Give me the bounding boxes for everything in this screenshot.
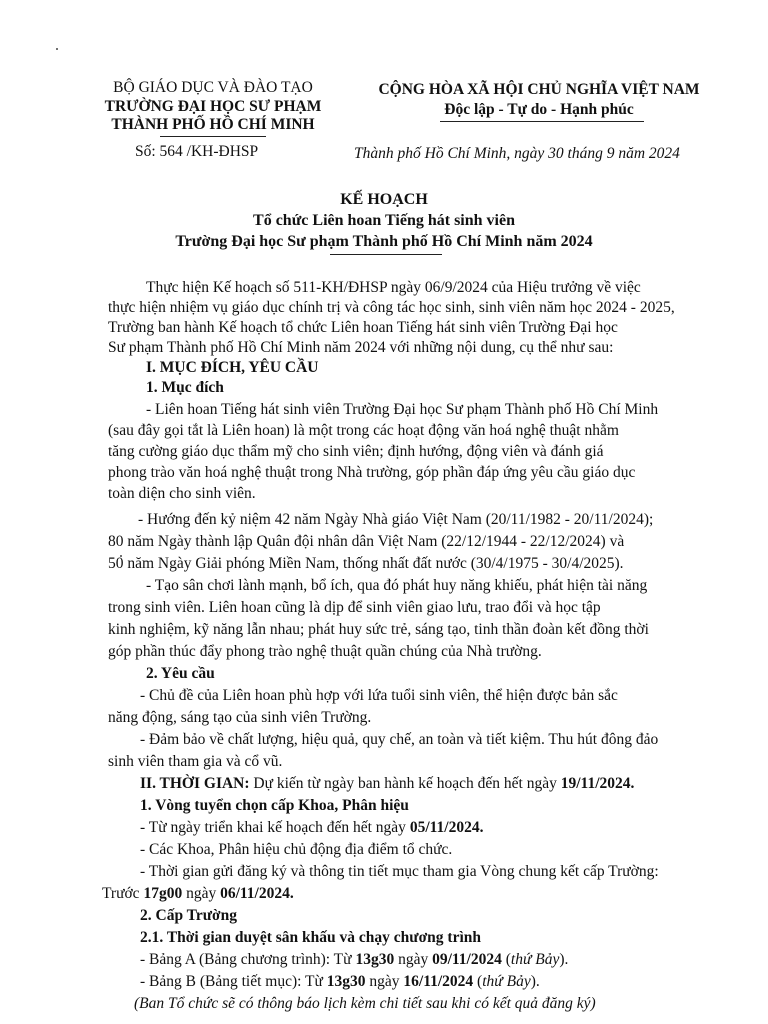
header-underline-right: [440, 121, 644, 122]
purpose-line: (sau đây gọi tắt là Liên hoan) là một trong các hoạt động văn hoá nghệ thuật nhằm: [108, 422, 619, 439]
faculty-round-deadline: [102, 884, 294, 904]
place-and-date: Thành phố Hồ Chí Minh, ngày 30 tháng 9 năm 2024: [354, 145, 680, 162]
deadline-date: 06/11/2024.: [220, 885, 294, 902]
board-a-text: - Bảng A (Bảng chương trình): Từ: [140, 951, 356, 968]
document-subtitle-line2: Trường Đại học Sư phạm Thành phố Hồ Chí Minh năm 2024: [175, 233, 593, 250]
ministry-name: BỘ GIÁO DỤC VÀ ĐÀO TẠO: [113, 79, 313, 96]
section-heading-purpose-requirements: I. MỤC ĐÍCH, YÊU CẦU: [146, 359, 319, 376]
faculty-round-line: - Các Khoa, Phân hiệu chủ động địa điểm tổ chức.: [140, 841, 453, 858]
country-name: CỘNG HÒA XÃ HỘI CHỦ NGHĨA VIỆT NAM: [378, 81, 700, 98]
deadline-time: 17g00: [143, 885, 183, 902]
board-a-paren-open: (: [501, 951, 511, 968]
board-b-paren-close: ).: [530, 973, 540, 990]
board-a-paren-close: ).: [559, 951, 569, 968]
purpose-line: 80 năm Ngày thành lập Quân đội nhân dân Việt Nam (22/12/1944 - 22/12/2024) và: [108, 533, 625, 550]
timeline-heading-text: Dự kiến từ ngày ban hành kế hoạch đến hết ngày: [249, 775, 561, 792]
requirement-line: - Đảm bảo về chất lượng, hiệu quả, quy chế, an toàn và tiết kiệm. Thu hút đông đảo: [140, 731, 659, 748]
faculty-round-line: [140, 818, 483, 838]
board-a-connector: ngày: [394, 951, 433, 968]
document-subtitle-line1: Tổ chức Liên hoan Tiếng hát sinh viên: [253, 212, 515, 229]
deadline-connector: ngày: [182, 885, 221, 902]
purpose-line: - Tạo sân chơi lành mạnh, bổ ích, qua đó phát huy năng khiếu, phát hiện tài năng: [146, 577, 648, 594]
board-b-connector: ngày: [365, 973, 404, 990]
subheading-university-level: 2. Cấp Trường: [140, 907, 237, 924]
purpose-line: toàn diện cho sinh viên.: [108, 485, 256, 502]
section-heading-timeline: [140, 774, 634, 794]
schedule-note: (Ban Tổ chức sẽ có thông báo lịch kèm chi tiết sau khi có kết quả đăng ký): [134, 995, 596, 1012]
subheading-faculty-round: 1. Vòng tuyển chọn cấp Khoa, Phân hiệu: [140, 797, 409, 814]
board-b-weekday: thứ Bảy: [482, 973, 531, 990]
deadline-prefix: Trước: [102, 885, 144, 902]
purpose-line: tăng cường giáo dục thẩm mỹ cho sinh viên; định hướng, động viên và đánh giá: [108, 443, 604, 460]
rehearsal-board-a: [140, 950, 568, 970]
document-number: Số: 564 /KH-ĐHSP: [135, 143, 259, 160]
intro-line: Trường ban hành Kế hoạch tổ chức Liên hoan Tiếng hát sinh viên Trường Đại học: [108, 319, 618, 336]
title-underline: [330, 254, 442, 255]
faculty-round-line: - Thời gian gửi đăng ký và thông tin tiết mục tham gia Vòng chung kết cấp Trường:: [140, 863, 659, 880]
purpose-line: 50 năm Ngày Giải phóng Miền Nam, thống nhất đất nước (30/4/1975 - 30/4/2025).: [108, 555, 624, 572]
board-a-date: 09/11/2024: [432, 951, 502, 968]
national-motto: Độc lập - Tự do - Hạnh phúc: [444, 101, 634, 118]
board-a-weekday: thứ Bảy: [510, 951, 560, 968]
board-b-date: 16/11/2024: [403, 973, 474, 990]
timeline-end-date: 19/11/2024.: [560, 775, 635, 792]
university-name-line2: THÀNH PHỐ HỒ CHÍ MINH: [111, 116, 315, 133]
subheading-requirements: 2. Yêu cầu: [146, 665, 215, 682]
header-underline-left: [160, 136, 266, 137]
document-title: KẾ HOẠCH: [340, 191, 428, 208]
board-a-time: 13g30: [355, 951, 395, 968]
requirement-line: sinh viên tham gia và cổ vũ.: [108, 753, 283, 770]
faculty-round-text: - Từ ngày triển khai kế hoạch đến hết ngày: [140, 819, 410, 836]
purpose-line: - Liên hoan Tiếng hát sinh viên Trường Đại học Sư phạm Thành phố Hồ Chí Minh: [146, 401, 659, 418]
intro-line: Thực hiện Kế hoạch số 511-KH/ĐHSP ngày 06/9/2024 của Hiệu trưởng về việc: [146, 279, 641, 296]
purpose-line: góp phần thúc đẩy phong trào nghệ thuật quần chúng của Nhà trường.: [108, 643, 542, 660]
faculty-round-date: 05/11/2024.: [409, 819, 484, 836]
subheading-purpose: 1. Mục đích: [146, 379, 224, 396]
requirement-line: - Chủ đề của Liên hoan phù hợp với lứa tuổi sinh viên, thể hiện được bản sắc: [140, 687, 618, 704]
board-b-text: - Bảng B (Bảng tiết mục): Từ: [140, 973, 327, 990]
requirement-line: năng động, sáng tạo của sinh viên Trường.: [108, 709, 372, 726]
university-name-line1: TRƯỜNG ĐẠI HỌC SƯ PHẠM: [104, 98, 322, 115]
timeline-heading-label: II. THỜI GIAN:: [140, 775, 250, 792]
purpose-line: - Hướng đến kỷ niệm 42 năm Ngày Nhà giáo Việt Nam (20/11/1982 - 20/11/2024);: [138, 511, 654, 528]
board-b-paren-open: (: [473, 973, 483, 990]
board-b-time: 13g30: [326, 973, 366, 990]
intro-line: Sư phạm Thành phố Hồ Chí Minh năm 2024 với những nội dung, cụ thể như sau:: [108, 339, 614, 356]
purpose-line: trong sinh viên. Liên hoan cũng là dịp để sinh viên giao lưu, trao đổi và học tập: [108, 599, 601, 616]
purpose-line: kinh nghiệm, kỹ năng lẫn nhau; phát huy sức trẻ, sáng tạo, tinh thần đoàn kết đồng thời: [108, 621, 649, 638]
rehearsal-board-b: [140, 972, 540, 992]
intro-line: thực hiện nhiệm vụ giáo dục chính trị và công tác học sinh, sinh viên năm học 2024 - 2025,: [108, 299, 675, 316]
scan-speck: [56, 48, 58, 50]
subheading-rehearsal-time: 2.1. Thời gian duyệt sân khấu và chạy chương trình: [140, 929, 482, 946]
purpose-line: phong trào văn hoá nghệ thuật trong Nhà trường, góp phần đáp ứng yêu cầu giáo dục: [108, 464, 636, 481]
